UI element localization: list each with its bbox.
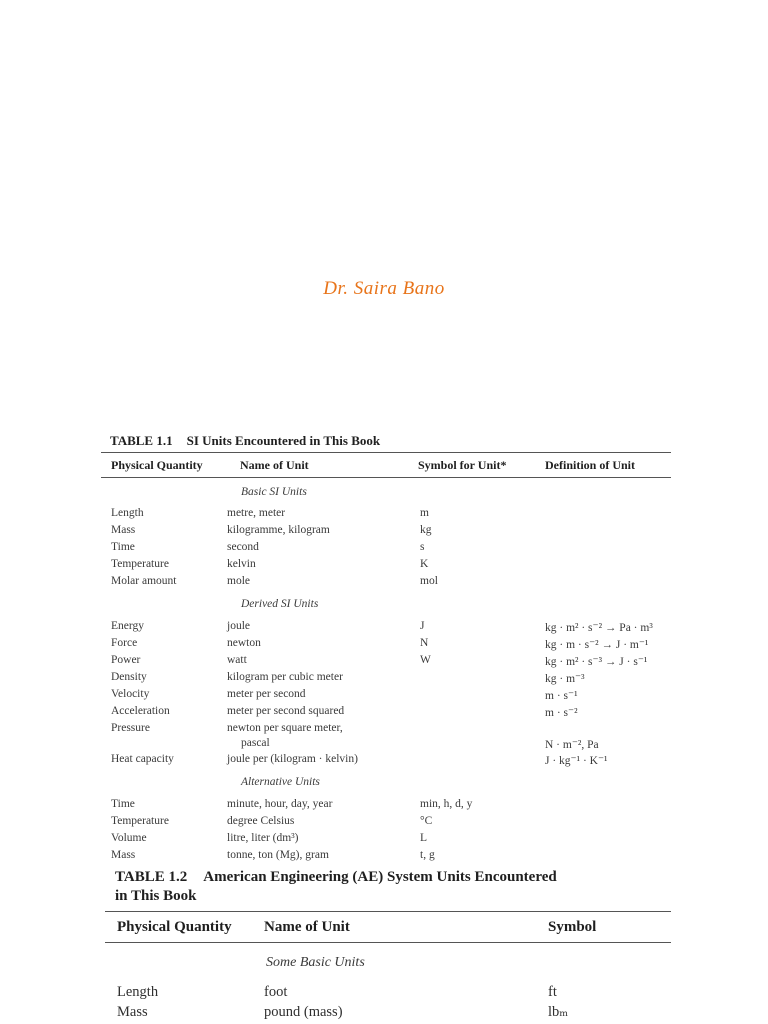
table-row [0, 798, 768, 814]
cell-quantity: Pressure [111, 722, 150, 734]
cell-unit-name: metre, meter [227, 507, 286, 519]
table-1-header-symbol: Symbol for Unit* [418, 458, 507, 472]
cell-quantity: Molar amount [111, 575, 177, 587]
cell-unit-name: foot [264, 984, 288, 1000]
cell-quantity: Heat capacity [111, 753, 174, 765]
cell-symbol: t, g [420, 849, 435, 861]
table-1-header-rule [101, 477, 671, 478]
table-row [0, 654, 768, 670]
table-1-section-alternative: Alternative Units [241, 776, 320, 788]
table-row [0, 1004, 768, 1024]
cell-definition: kg · m² · s⁻³ → J · s⁻¹ [545, 656, 648, 668]
table-row [0, 815, 768, 831]
table-row [0, 637, 768, 653]
table-1-top-rule [101, 452, 671, 453]
cell-unit-name: joule per (kilogram · kelvin) [227, 753, 358, 765]
table-2-title-line2: in This Book [115, 888, 197, 904]
cell-symbol: min, h, d, y [420, 798, 473, 810]
cell-quantity: Mass [111, 849, 136, 861]
cell-quantity: Mass [111, 524, 136, 536]
cell-symbol: W [420, 654, 431, 666]
cell-definition: m · s⁻¹ [545, 690, 578, 702]
table-1-title [110, 433, 380, 449]
cell-unit-name: kelvin [227, 558, 256, 570]
author-signature: Dr. Saira Bano [323, 278, 445, 299]
cell-quantity: Time [111, 798, 135, 810]
table-2-title [115, 868, 557, 906]
cell-definition: kg · m⁻³ [545, 673, 585, 685]
cell-unit-name: litre, liter (dm³) [227, 832, 299, 844]
cell-symbol: m [420, 507, 429, 519]
cell-unit-name: newton per square meter, [227, 722, 343, 734]
cell-unit-name-continued: pascal [241, 737, 270, 749]
cell-symbol: mol [420, 575, 438, 587]
table-1-header-name: Name of Unit [240, 458, 309, 472]
cell-symbol: °C [420, 815, 433, 827]
table-2-title-line1: American Engineering (AE) System Units Encountered [203, 869, 557, 885]
cell-unit-name: meter per second squared [227, 705, 345, 717]
cell-definition: kg · m · s⁻² → J · m⁻¹ [545, 639, 649, 651]
table-row [0, 541, 768, 557]
table-row [0, 575, 768, 591]
cell-definition: J · kg⁻¹ · K⁻¹ [545, 755, 608, 767]
table-row [0, 558, 768, 574]
cell-symbol: N [420, 637, 429, 649]
table-row [0, 849, 768, 865]
cell-unit-name: minute, hour, day, year [227, 798, 333, 810]
table-1-title-text: SI Units Encountered in This Book [186, 433, 381, 448]
table-2-header-rule [105, 942, 671, 943]
table-2-header-name: Name of Unit [264, 919, 350, 935]
table-1-section-derived: Derived SI Units [241, 598, 319, 610]
table-row [0, 507, 768, 523]
table-2-number: TABLE 1.2 [115, 869, 188, 885]
cell-definition: m · s⁻² [545, 707, 578, 719]
table-2-header-quantity: Physical Quantity [117, 919, 232, 935]
cell-unit-name: kilogramme, kilogram [227, 524, 330, 536]
table-1-section-basic: Basic SI Units [241, 486, 307, 498]
table-row [0, 753, 768, 769]
cell-unit-name: pound (mass) [264, 1004, 343, 1020]
table-row [0, 722, 768, 754]
table-row [0, 524, 768, 540]
table-2-section-basic: Some Basic Units [266, 955, 365, 970]
cell-definition: kg · m² · s⁻² → Pa · m³ [545, 622, 653, 634]
cell-quantity: Force [111, 637, 138, 649]
cell-quantity: Temperature [111, 815, 169, 827]
cell-quantity: Density [111, 671, 147, 683]
cell-quantity: Time [111, 541, 135, 553]
cell-symbol: s [420, 541, 425, 553]
cell-quantity: Acceleration [111, 705, 170, 717]
cell-symbol: K [420, 558, 429, 570]
table-1-header-quantity: Physical Quantity [111, 458, 203, 472]
cell-quantity: Mass [117, 1004, 148, 1020]
table-1-header-definition: Definition of Unit [545, 458, 635, 472]
cell-symbol: kg [420, 524, 432, 536]
cell-unit-name: degree Celsius [227, 815, 295, 827]
cell-symbol: ft [548, 984, 557, 1000]
cell-quantity: Power [111, 654, 141, 666]
table-row [0, 671, 768, 687]
cell-quantity: Length [117, 984, 159, 1000]
cell-quantity: Volume [111, 832, 147, 844]
cell-unit-name: joule [227, 620, 250, 632]
table-row [0, 832, 768, 848]
table-row [0, 620, 768, 636]
cell-quantity: Length [111, 507, 144, 519]
table-2-header-symbol: Symbol [548, 919, 597, 935]
cell-symbol: L [420, 832, 428, 844]
cell-symbol: lbₘ [548, 1004, 569, 1020]
cell-unit-name: kilogram per cubic meter [227, 671, 343, 683]
table-row [0, 984, 768, 1004]
cell-symbol: J [420, 620, 425, 632]
cell-unit-name: meter per second [227, 688, 306, 700]
cell-unit-name: tonne, ton (Mg), gram [227, 849, 329, 861]
cell-unit-name: second [227, 541, 259, 553]
cell-definition: N · m⁻², Pa [545, 739, 599, 751]
cell-quantity: Temperature [111, 558, 169, 570]
table-row [0, 705, 768, 721]
cell-unit-name: watt [227, 654, 247, 666]
table-2-top-rule [105, 911, 671, 912]
table-1-number: TABLE 1.1 [110, 433, 173, 448]
cell-quantity: Energy [111, 620, 145, 632]
cell-unit-name: mole [227, 575, 250, 587]
cell-quantity: Velocity [111, 688, 150, 700]
cell-unit-name: newton [227, 637, 261, 649]
table-row [0, 688, 768, 704]
